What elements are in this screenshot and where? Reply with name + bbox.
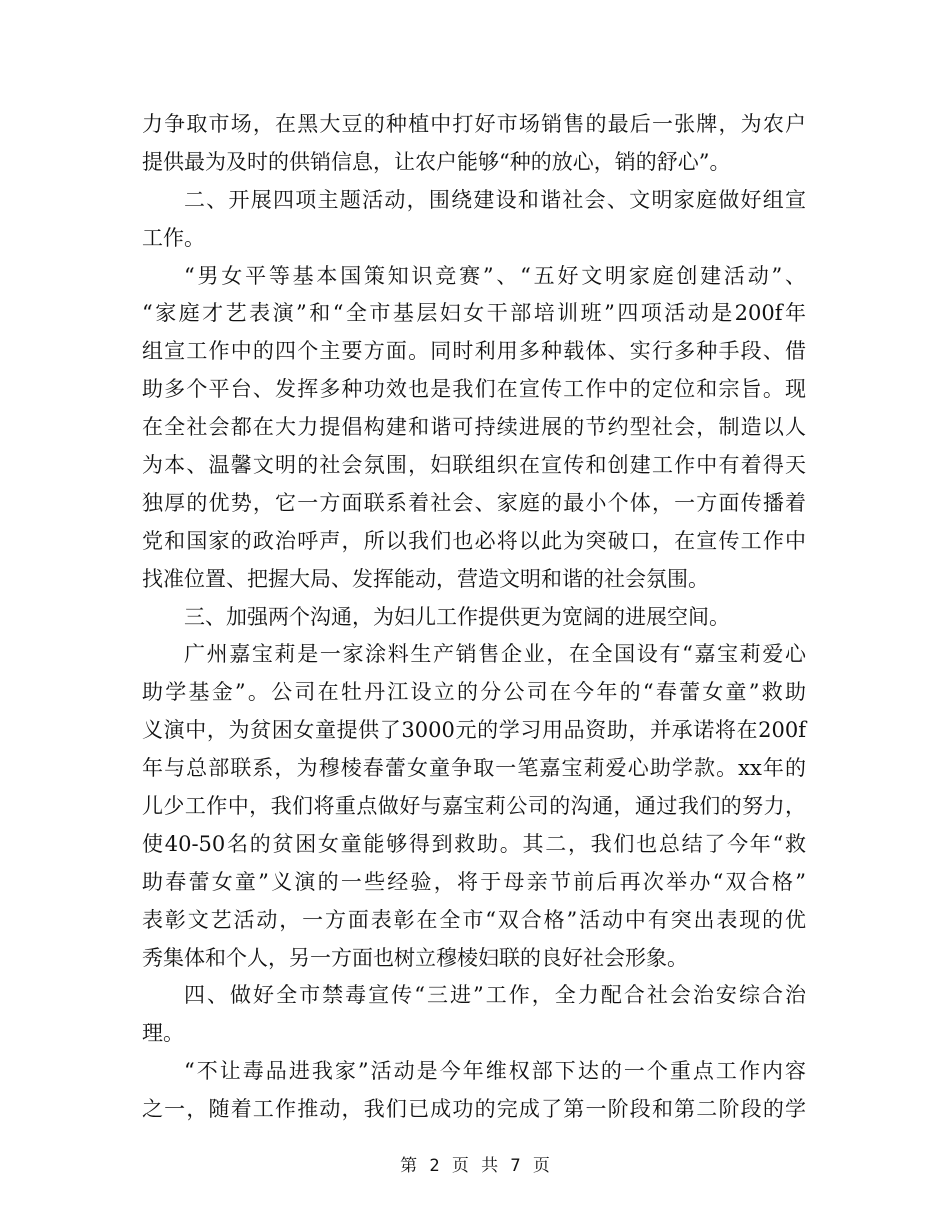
text-line: 表彰文艺活动，一方面表彰在全市“双合格”活动中有突出表现的优 (142, 907, 806, 932)
text-line: 三、加强两个沟通，为妇儿工作提供更为宽阔的进展空间。 (184, 604, 730, 629)
text-line: 在全社会都在大力提倡构建和谐可持续进展的节约型社会，制造以人 (142, 415, 806, 440)
text-line: 独厚的优势，它一方面联系着社会、家庭的最小个体，一方面传播着 (142, 490, 806, 515)
text-line: 四、做好全市禁毒宣传“三进”工作，全力配合社会治安综合治 (184, 983, 806, 1008)
text-line: 广州嘉宝莉是一家涂料生产销售企业，在全国设有“嘉宝莉爱心 (184, 642, 806, 667)
text-line: “不让毒品进我家”活动是今年维权部下达的一个重点工作内容 (184, 1059, 806, 1084)
text-line: 找准位置、把握大局、发挥能动，营造文明和谐的社会氛围。 (142, 566, 709, 591)
text-line: “家庭才艺表演”和“全市基层妇女干部培训班”四项活动是200f年 (142, 301, 806, 326)
page-footer: 第 2 页 共 7 页 (400, 1156, 550, 1176)
text-line: 使40-50名的贫困女童能够得到救助。其二，我们也总结了今年“救 (142, 831, 806, 856)
text-line: 年与总部联系，为穆棱春蕾女童争取一笔嘉宝莉爱心助学款。xx年的 (142, 756, 806, 781)
text-line: 提供最为及时的供销信息，让农户能够“种的放心，销的舒心”。 (142, 149, 731, 174)
text-line: “男女平等基本国策知识竞赛”、“五好文明家庭创建活动”、 (184, 263, 806, 288)
text-line: 义演中，为贫困女童提供了3000元的学习用品资助，并承诺将在200f (142, 718, 806, 743)
text-line: 助多个平台、发挥多种功效也是我们在宣传工作中的定位和宗旨。现 (142, 377, 806, 402)
text-line: 之一，随着工作推动，我们已成功的完成了第一阶段和第二阶段的学 (142, 1097, 806, 1122)
text-line: 力争取市场，在黑大豆的种植中打好市场销售的最后一张牌，为农户 (142, 112, 806, 136)
text-line: 党和国家的政治呼声，所以我们也必将以此为突破口，在宣传工作中 (142, 528, 806, 553)
text-line: 秀集体和个人，另一方面也树立穆棱妇联的良好社会形象。 (142, 945, 688, 970)
text-line: 助学基金”。公司在牡丹江设立的分公司在今年的“春蕾女童”救助 (142, 680, 806, 705)
text-line: 儿少工作中，我们将重点做好与嘉宝莉公司的沟通，通过我们的努力， (142, 794, 806, 819)
text-line: 为本、温馨文明的社会氛围，妇联组织在宣传和创建工作中有着得天 (142, 453, 806, 478)
text-line: 组宣工作中的四个主要方面。同时利用多种载体、实行多种手段、借 (142, 339, 806, 364)
text-line: 理。 (142, 1021, 184, 1046)
text-line: 助春蕾女童”义演的一些经验，将于母亲节前后再次举办“双合格” (142, 869, 806, 894)
text-line: 二、开展四项主题活动，围绕建设和谐社会、文明家庭做好组宣 (184, 187, 806, 212)
document-body (142, 106, 806, 1129)
text-line: 工作。 (142, 225, 205, 250)
